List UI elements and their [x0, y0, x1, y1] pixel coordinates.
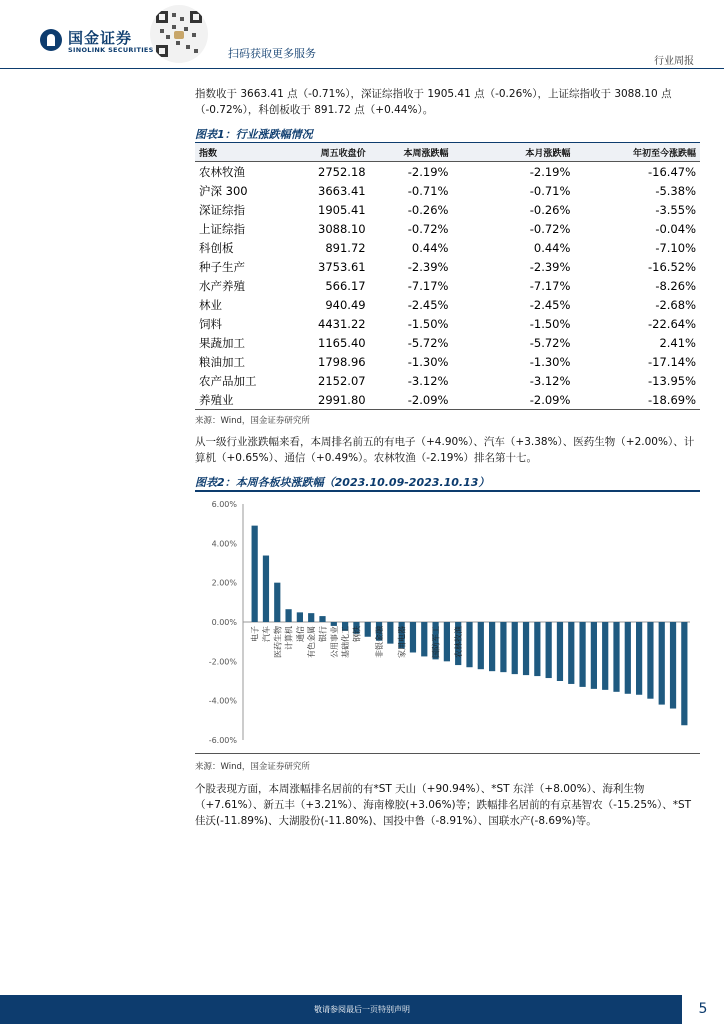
table-header-cell: 本周涨跌幅	[370, 143, 453, 162]
y-tick-label: 2.00%	[211, 578, 237, 588]
table-row	[195, 295, 700, 314]
table-cell: 粮油加工	[199, 354, 245, 369]
bar-mark	[478, 622, 484, 669]
table-cell: -0.26%	[407, 202, 449, 217]
table-cell: 4431.22	[318, 316, 366, 331]
category-label: 通信	[295, 626, 305, 642]
table-cell: 2752.18	[318, 164, 366, 179]
table-cell: 3088.10	[318, 221, 366, 236]
figure2-top-rule	[195, 490, 700, 492]
category-label: 电子	[250, 626, 260, 642]
table-cell: -2.45%	[407, 297, 449, 312]
bar-mark	[670, 622, 676, 709]
category-label: 汽车	[261, 626, 271, 642]
figure1-source: 来源：Wind，国金证券研究所	[195, 416, 310, 426]
page-number: 5	[682, 995, 724, 1024]
table-cell: -7.17%	[529, 278, 571, 293]
qr-caption: 扫码获取更多服务	[228, 47, 316, 60]
bar-mark	[466, 622, 472, 667]
bar-mark	[274, 583, 280, 622]
table-cell: -5.72%	[529, 335, 571, 350]
table-cell: -22.64%	[648, 316, 696, 331]
logo-name-cn: 国金证券	[68, 29, 133, 47]
table-cell: -0.71%	[407, 183, 449, 198]
bar-mark	[636, 622, 642, 695]
table-header-row	[195, 143, 700, 162]
page-header	[0, 0, 724, 70]
category-label: 非银金融	[375, 626, 385, 658]
table-header-cell: 指数	[195, 143, 286, 162]
table-cell: -1.30%	[529, 354, 571, 369]
table-cell: 种子生产	[199, 259, 245, 274]
header-divider	[0, 68, 724, 69]
category-label: 医药生物	[273, 626, 283, 658]
table-cell: 2152.07	[318, 373, 366, 388]
table-cell: 养殖业	[195, 390, 286, 410]
table-cell: -1.50%	[529, 316, 571, 331]
table-cell: -5.72%	[407, 335, 449, 350]
category-label: 农林牧渔	[454, 626, 464, 658]
table-cell: -7.10%	[655, 240, 696, 255]
table-cell: -0.72%	[407, 221, 449, 236]
table-cell: -3.12%	[407, 373, 449, 388]
table-cell: 1798.96	[318, 354, 366, 369]
table-cell: 果蔬加工	[199, 335, 245, 350]
y-tick-label: 0.00%	[211, 618, 237, 627]
bar-mark	[365, 622, 371, 637]
qr-code-icon[interactable]	[150, 5, 208, 63]
table-row	[195, 333, 700, 352]
table-cell: -16.52%	[648, 259, 696, 274]
bar-mark	[319, 616, 325, 622]
table-cell: -1.50%	[407, 316, 449, 331]
industry-change-table	[195, 143, 700, 410]
table-cell: -13.95%	[648, 373, 696, 388]
table-row	[195, 257, 700, 276]
table-cell: -16.47%	[648, 164, 696, 179]
table-cell: 891.72	[325, 240, 366, 255]
table-cell: -0.71%	[529, 183, 571, 198]
page-footer	[0, 995, 724, 1024]
category-label: 银行	[318, 626, 328, 642]
intro-paragraph: 指数收于 3663.41 点（-0.71%），深证综指收于 1905.41 点（-0.26%），上证综指收于 3088.10 点（-0.72%），科创板收于 891.72 点（+0.44%）。	[195, 88, 672, 116]
table-row	[195, 276, 700, 295]
table-cell: -2.68%	[655, 297, 696, 312]
y-tick-label: -6.00%	[208, 736, 237, 745]
table-cell: -2.09%	[370, 390, 453, 410]
table-row	[195, 352, 700, 371]
stock-performance-paragraph: 个股表现方面，本周涨幅排名居前的有*ST 天山（+90.94%）、*ST 东洋（+8.00%）、海利生物（+7.61%）、新五丰（+3.21%）、海南橡胶(+3.06%)等；跌幅排名居前的有京基智农（-15.25%）、*ST 佳沃(-11.89%)、大湖股份(-11.80%)、国投中鲁（-8.91%）、国联水产(-8.69%)等。	[195, 783, 692, 827]
table-header-cell: 年初至今涨跌幅	[574, 143, 700, 162]
table-row	[195, 162, 700, 182]
figure1-title: 图表1：行业涨跌幅情况	[195, 128, 313, 141]
bar-mark	[613, 622, 619, 692]
disclaimer-note: 敬请参阅最后一页特别声明	[314, 1005, 410, 1014]
table-cell: -2.19%	[407, 164, 449, 179]
category-label: 公用事业	[329, 626, 339, 658]
category-label: 基础化工	[341, 626, 351, 658]
bar-mark	[568, 622, 574, 684]
bar-mark	[308, 613, 314, 622]
table-cell: -18.69%	[574, 390, 700, 410]
table-header-cell: 本月涨跌幅	[452, 143, 574, 162]
table-cell: 1165.40	[318, 335, 366, 350]
bar-mark	[681, 622, 687, 725]
bar-mark	[297, 612, 303, 622]
y-tick-label: 6.00%	[211, 500, 237, 509]
category-label: 有色金属	[307, 626, 317, 658]
logo-name-en: SINOLINK SECURITIES	[68, 46, 154, 54]
bar-mark	[647, 622, 653, 699]
bar-mark	[512, 622, 518, 674]
table-cell: 农林牧渔	[199, 164, 245, 179]
table-header-cell: 周五收盘价	[286, 143, 370, 162]
bar-mark	[591, 622, 597, 689]
industry-ranking-paragraph: 从一级行业涨跌幅来看，本周排名前五的有电子（+4.90%）、汽车（+3.38%）、医药生物（+2.00%）、计算机（+0.65%）、通信（+0.49%）。农林牧渔（-2.19%）排名第十七。	[195, 436, 695, 464]
category-label: 国防军工	[431, 626, 441, 658]
table-cell: 农产品加工	[199, 373, 257, 388]
table-row	[195, 314, 700, 333]
bar-mark	[602, 622, 608, 690]
bar-mark	[285, 609, 291, 622]
table-cell: -17.14%	[648, 354, 696, 369]
bar-mark	[500, 622, 506, 672]
table-cell: 水产养殖	[199, 278, 245, 293]
table-cell: -8.26%	[655, 278, 696, 293]
report-type-label: 行业周报	[654, 56, 694, 67]
table-cell: -2.39%	[407, 259, 449, 274]
bar-mark	[421, 622, 427, 656]
table-cell: 深证综指	[199, 202, 245, 217]
table-row	[195, 390, 700, 410]
figure2-bottom-rule	[195, 753, 700, 754]
table-cell: -3.12%	[529, 373, 571, 388]
sinolink-logo-icon	[40, 29, 62, 51]
bar-mark	[557, 622, 563, 681]
y-tick-label: -4.00%	[208, 696, 237, 706]
sector-change-bar-chart	[195, 494, 700, 750]
table-cell: 0.44%	[533, 240, 571, 255]
table-row	[195, 200, 700, 219]
table-row	[195, 371, 700, 390]
bar-mark	[444, 622, 450, 661]
category-label: 计算机	[284, 626, 294, 650]
table-row	[195, 238, 700, 257]
table-cell: -0.26%	[529, 202, 571, 217]
bar-mark	[523, 622, 529, 675]
bar-mark	[410, 622, 416, 652]
table-cell: 1905.41	[318, 202, 366, 217]
table-cell: -5.38%	[655, 183, 696, 198]
table-cell: 科创板	[199, 240, 234, 255]
table-cell: 2991.80	[286, 390, 370, 410]
table-row	[195, 181, 700, 200]
table-cell: -0.04%	[655, 221, 696, 236]
table-cell: 林业	[199, 297, 222, 312]
table-cell: -0.72%	[529, 221, 571, 236]
y-tick-label: 4.00%	[211, 539, 237, 549]
table-cell: 沪深 300	[199, 183, 248, 198]
table-cell: -3.55%	[655, 202, 696, 217]
table-cell: 2.41%	[659, 335, 696, 350]
table-cell: 饲料	[199, 316, 222, 331]
bar-mark	[252, 526, 258, 622]
table-cell: 3753.61	[318, 259, 366, 274]
figure2-source: 来源：Wind，国金证券研究所	[195, 762, 310, 772]
category-label: 钢铁	[352, 626, 362, 642]
table-cell: 566.17	[325, 278, 366, 293]
bar-mark	[331, 622, 337, 626]
bar-mark	[489, 622, 495, 671]
table-cell: -2.19%	[529, 164, 571, 179]
bar-mark	[546, 622, 552, 678]
y-tick-label: -2.00%	[208, 657, 237, 667]
table-cell: -7.17%	[407, 278, 449, 293]
category-label: 家用电器	[397, 626, 407, 658]
table-cell: 3663.41	[318, 183, 366, 198]
table-row	[195, 219, 700, 238]
table-cell: 940.49	[325, 297, 366, 312]
bar-mark	[534, 622, 540, 676]
table-cell: -1.30%	[407, 354, 449, 369]
table-cell: -2.39%	[529, 259, 571, 274]
bar-mark	[625, 622, 631, 694]
table-cell: 0.44%	[411, 240, 449, 255]
figure2-title: 图表2：本周各板块涨跌幅（2023.10.09-2023.10.13）	[195, 476, 490, 489]
bar-mark	[263, 556, 269, 622]
table-cell: -2.45%	[529, 297, 571, 312]
table-cell: 上证综指	[199, 221, 245, 236]
bar-mark	[659, 622, 665, 705]
bar-mark	[387, 622, 393, 644]
bar-mark	[579, 622, 585, 687]
table-cell: -2.09%	[452, 390, 574, 410]
